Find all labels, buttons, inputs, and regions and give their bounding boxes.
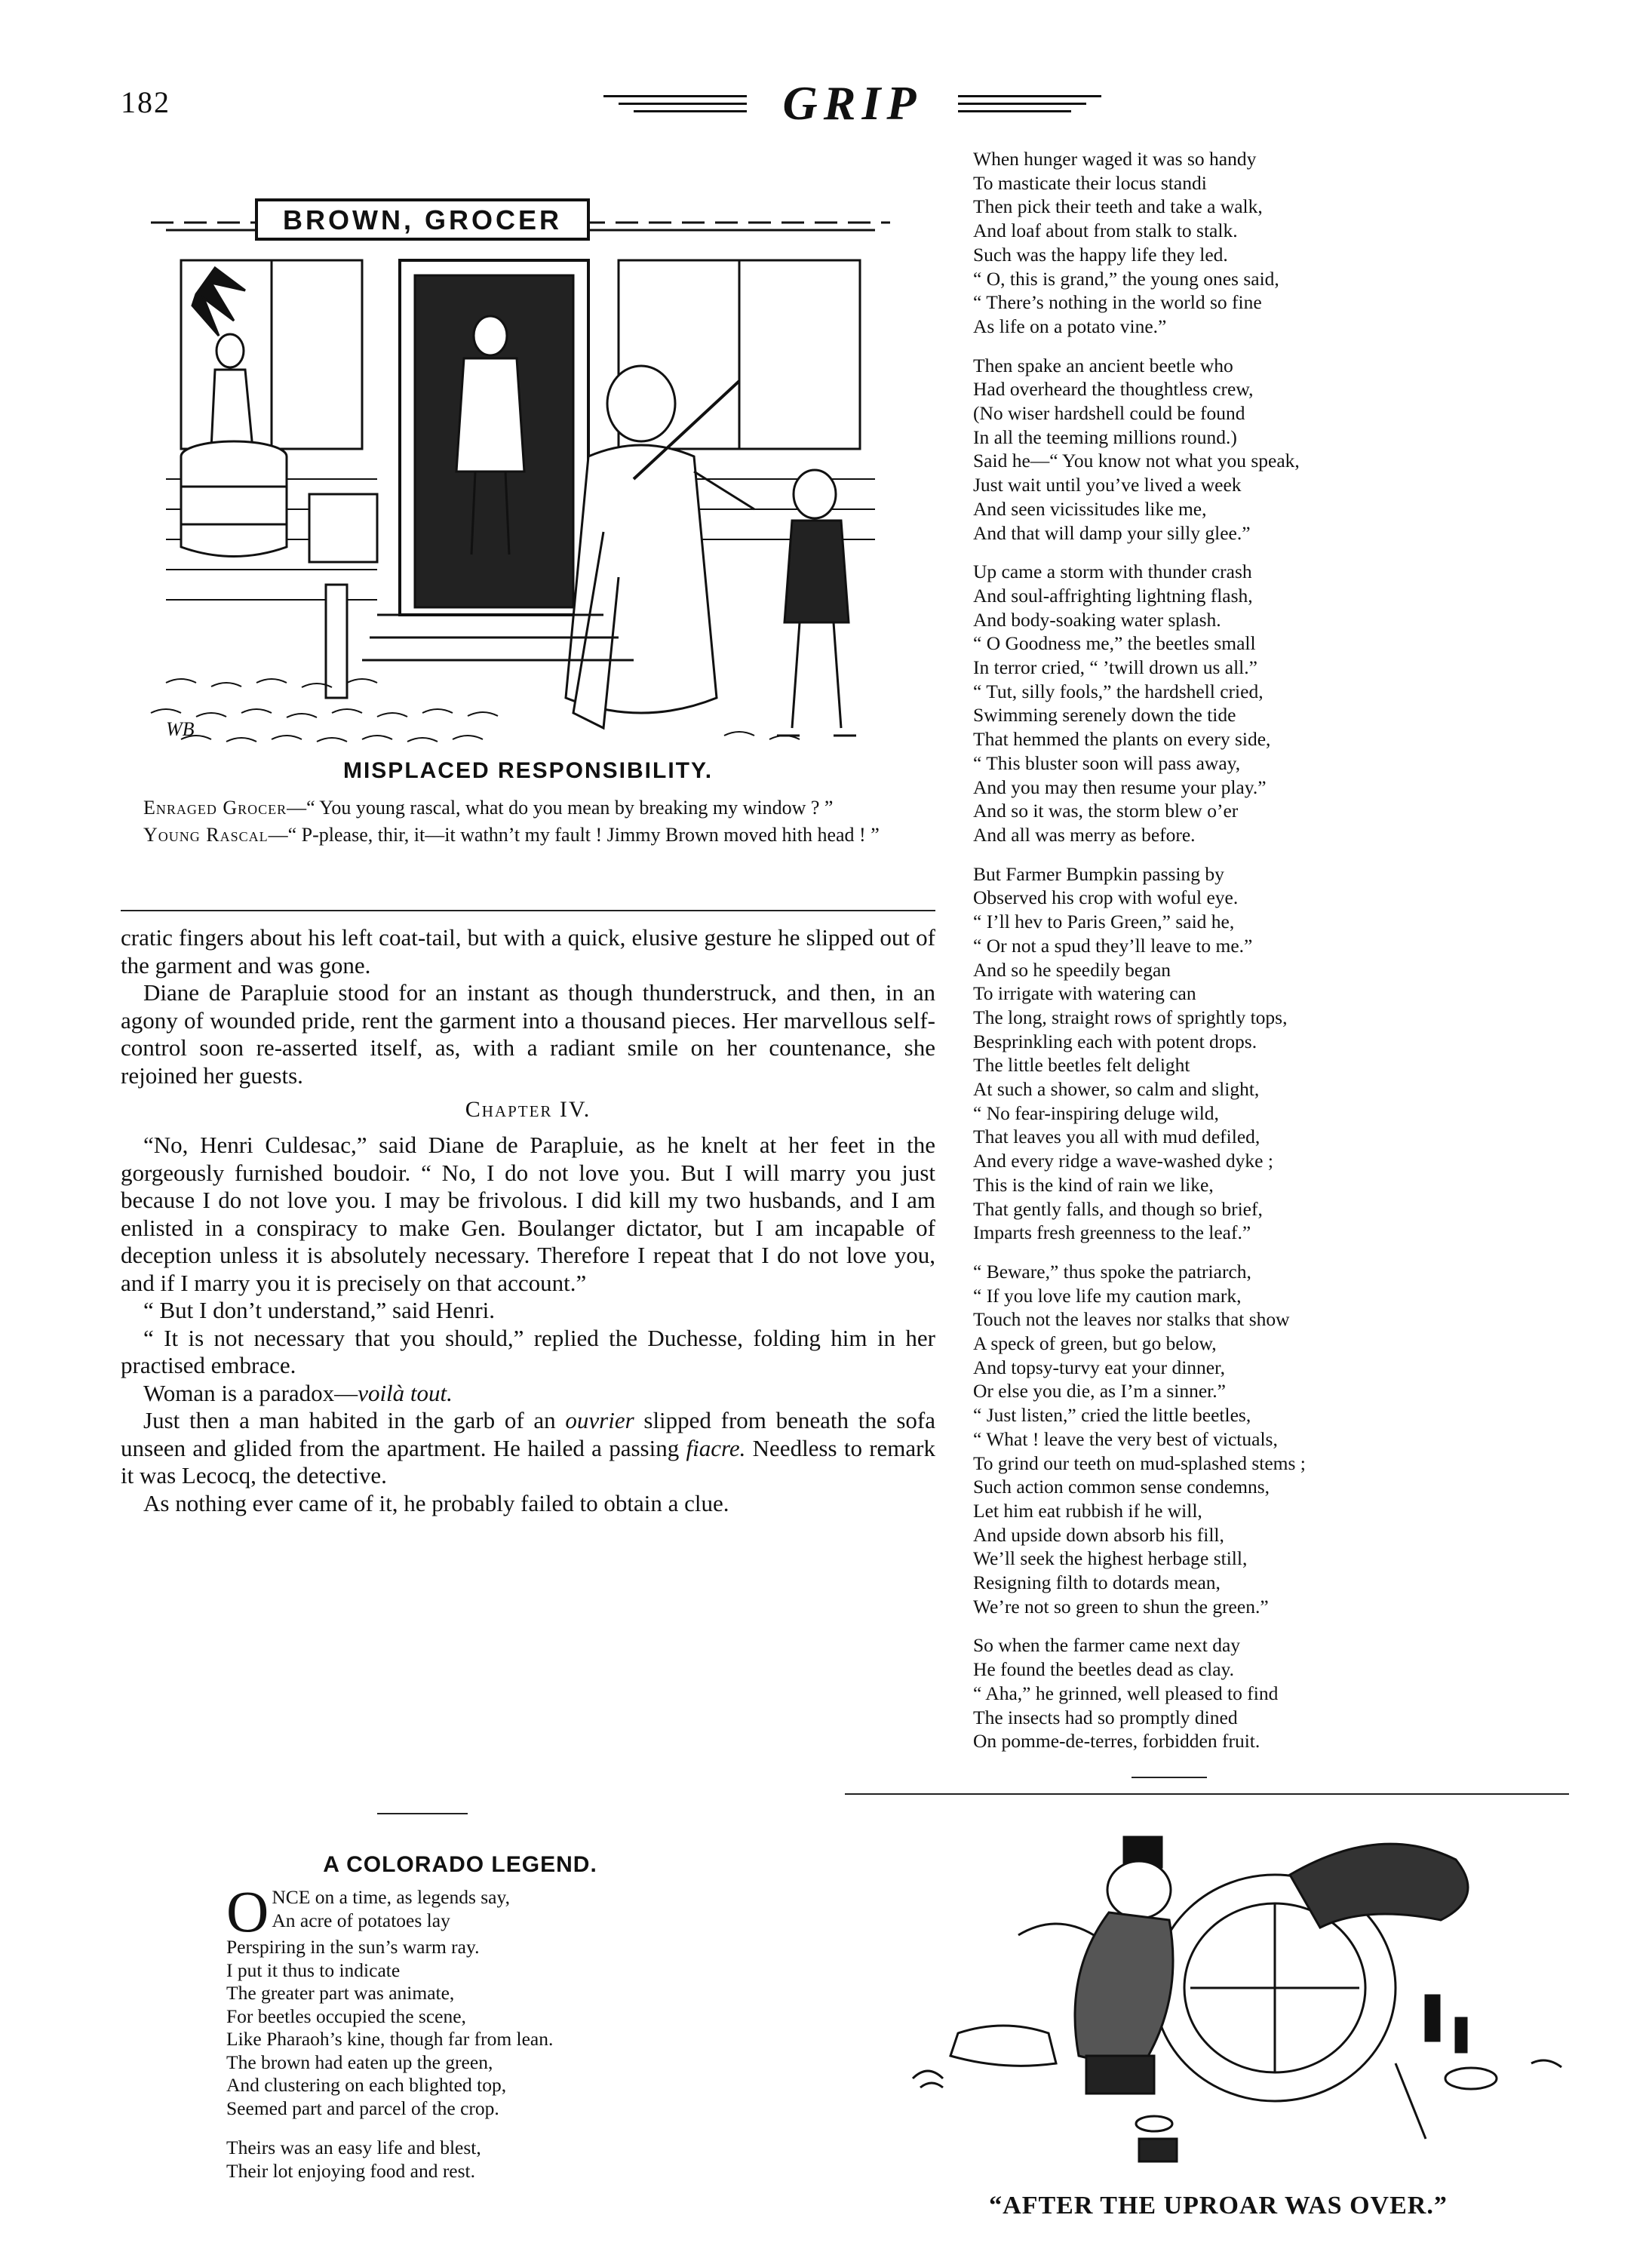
text-span: Needless to remark it was Lecocq, the detective. xyxy=(121,1434,935,1488)
cartoon-dialogue xyxy=(121,796,935,847)
poem-line: On pomme-de-terres, forbidden fruit. xyxy=(973,1730,1260,1753)
poem-line: Theirs was an easy life and blest, xyxy=(226,2137,481,2158)
poem-line: Up came a storm with thunder crash xyxy=(973,561,1252,583)
poem-line: Swimming serenely down the tide xyxy=(973,704,1236,727)
poem-line: And topsy-turvy eat your dinner, xyxy=(973,1356,1225,1378)
poem-line: That leaves you all with mud defiled, xyxy=(973,1126,1260,1148)
poem-line: Imparts fresh greenness to the leaf.” xyxy=(973,1221,1251,1244)
poem-stanza xyxy=(973,1260,1577,1619)
poem-line: “ Just listen,” cried the little beetles, xyxy=(973,1404,1251,1427)
italic-span: voilà tout. xyxy=(358,1379,453,1406)
poem-line: At such a shower, so calm and slight, xyxy=(973,1078,1260,1101)
poem-line: For beetles occupied the scene, xyxy=(226,2005,466,2027)
bottom-rule xyxy=(845,1793,1569,1795)
poem-line: Or else you die, as I’m a sinner.” xyxy=(973,1380,1226,1402)
uproar-illustration xyxy=(867,1807,1569,2184)
text-span: Just then a man habited in the garb of an xyxy=(143,1407,566,1433)
poem-stanza xyxy=(973,862,1577,1245)
masthead xyxy=(603,75,1101,128)
poem-line: In terror cried, “ ’twill drown us all.” xyxy=(973,656,1257,679)
cartoon-title: MISPLACED RESPONSIBILITY. xyxy=(342,758,714,783)
story-paragraph xyxy=(121,1380,935,1408)
poem-line: NCE on a time, as legends say, xyxy=(272,1886,510,1908)
poem-line: “ O, this is grand,” the young ones said, xyxy=(973,267,1279,290)
poem-line: “ No fear-inspiring deluge wild, xyxy=(973,1101,1219,1124)
poem-line: “ Or not a spud they’ll leave to me.” xyxy=(973,934,1253,957)
poem-line: So when the farmer came next day xyxy=(973,1634,1241,1657)
poem-line: The long, straight rows of sprightly tops, xyxy=(973,1006,1288,1028)
poem-line: (No wiser hardshell could be found xyxy=(973,402,1245,425)
story-paragraph: “ It is not necessary that you should,” replied the Duchesse, folding him in her practised embrace. xyxy=(121,1324,935,1378)
poem-line: He found the beetles dead as clay. xyxy=(973,1658,1234,1681)
poem-line: An acre of potatoes lay xyxy=(272,1909,450,1931)
drop-cap: O xyxy=(226,1886,269,1936)
italic-span: ouvrier xyxy=(565,1407,634,1433)
poem-line: Then pick their teeth and take a walk, xyxy=(973,195,1263,218)
legend-first-lines xyxy=(226,1886,754,1936)
poem-stanza xyxy=(973,560,1577,846)
poem-line: As life on a potato vine.” xyxy=(973,315,1167,337)
poem-stanza xyxy=(973,1633,1577,1753)
poem-line: And all was merry as before. xyxy=(973,823,1196,846)
poem-line: That hemmed the plants on every side, xyxy=(973,728,1271,751)
poem-line: Such action common sense condemns, xyxy=(973,1476,1270,1498)
poem-line: And every ridge a wave-washed dyke ; xyxy=(973,1150,1273,1172)
poem-stanza xyxy=(973,354,1577,545)
story-paragraph xyxy=(121,1407,935,1490)
poem-line: The little beetles felt delight xyxy=(973,1054,1190,1077)
poem-line: And you may then resume your play.” xyxy=(973,776,1267,798)
poem-line: And soul-affrighting lightning flash, xyxy=(973,584,1253,607)
story-paragraph: “No, Henri Culdesac,” said Diane de Parapluie, as he knelt at her feet in the gorgeously furnished boudoir. “ No, I do not love you. But I will marry you just because I do not love you. I may be frivolous. I did kill my two husbands, and I am enlisted in a conspiracy to make Gen. Boulanger dictator, but I am incapable of deception unless it is absolutely necessary. Therefore I repeat that I do not love you, and if I marry you it is precisely on that account.” xyxy=(121,1132,935,1296)
poem-line: And upside down absorb his fill, xyxy=(973,1523,1224,1546)
chapter-heading: Chapter IV. xyxy=(465,1097,591,1122)
poem-line: To masticate their locus standi xyxy=(973,171,1207,194)
line-grocer: —“ You young rascal, what do you mean by breaking my window ? ” xyxy=(287,797,834,819)
grocer-illustration xyxy=(121,155,935,751)
poem-line: That gently falls, and though so brief, xyxy=(973,1197,1263,1220)
caption-rule xyxy=(121,910,935,911)
story-paragraph: cratic fingers about his left coat-tail, but with a quick, elusive gesture he slipped out of the garment and was gone. xyxy=(121,924,935,978)
artist-signature: WB xyxy=(166,718,195,740)
poem-line: When hunger waged it was so handy xyxy=(973,148,1257,170)
poem-line: “ There’s nothing in the world so fine xyxy=(973,291,1262,314)
dialogue-rascal xyxy=(121,823,935,847)
poem-line: And so it was, the storm blew o’er xyxy=(973,800,1239,822)
poem-line: To irrigate with watering can xyxy=(973,982,1196,1005)
poem-line: A speck of green, but go below, xyxy=(973,1332,1217,1355)
speaker-rascal: Young Rascal xyxy=(143,824,269,846)
poem-line: Like Pharaoh’s kine, though far from lean. xyxy=(226,2028,554,2050)
poem-line: And so he speedily began xyxy=(973,958,1171,981)
poem-line: Had overheard the thoughtless crew, xyxy=(973,378,1254,401)
page-number: 182 xyxy=(121,85,170,119)
poem-line: And clustering on each blighted top, xyxy=(226,2074,507,2096)
shop-sign: BROWN, GROCER xyxy=(283,204,562,235)
poem-line: Just wait until you’ve lived a week xyxy=(973,474,1242,496)
poem-line: “ Aha,” he grinned, well pleased to find xyxy=(973,1682,1279,1704)
poem-line: We’re not so green to shun the green.” xyxy=(973,1595,1269,1617)
poem-line: And body-soaking water splash. xyxy=(973,608,1221,631)
poem-line: Said he—“ You know not what you speak, xyxy=(973,450,1300,472)
poem-line: “ Tut, silly fools,” the hardshell cried, xyxy=(973,680,1264,702)
poem-line: Perspiring in the sun’s warm ray. xyxy=(226,1936,480,1958)
poem-line: Such was the happy life they led. xyxy=(973,243,1228,266)
poem-line: Let him eat rubbish if he will, xyxy=(973,1499,1202,1522)
poem-line: And loaf about from stalk to stalk. xyxy=(973,220,1238,242)
uproar-scene-drawing xyxy=(867,1807,1569,2184)
poem-line: Seemed part and parcel of the crop. xyxy=(226,2097,499,2119)
poem-line: “ This bluster soon will pass away, xyxy=(973,751,1241,774)
masthead-title: GRIP xyxy=(782,76,923,130)
speaker-grocer: Enraged Grocer xyxy=(143,797,287,819)
text-span: Woman is a paradox— xyxy=(143,1379,358,1406)
uproar-caption: “AFTER THE UPROAR WAS OVER.” xyxy=(989,2192,1448,2220)
story-column xyxy=(121,924,935,1517)
poem-line: The brown had eaten up the green, xyxy=(226,2051,493,2073)
poem-line: “ I’ll hev to Paris Green,” said he, xyxy=(973,911,1235,933)
legend-poem xyxy=(226,1886,754,2183)
poem-line: This is the kind of rain we like, xyxy=(973,1173,1214,1196)
legend-title: A COLORADO LEGEND. xyxy=(323,1852,597,1877)
grocer-scene-drawing xyxy=(121,155,935,751)
poem-line: And that will damp your silly glee.” xyxy=(973,521,1251,544)
story-paragraph: “ But I don’t understand,” said Henri. xyxy=(143,1297,496,1323)
story-paragraph: Diane de Parapluie stood for an instant as though thunderstruck, and then, in an agony of wounded pride, rent the garment into a thousand pieces. Her marvellous self-control soon re-asserted itself, as, with a radiant smile on her countenance, she rejoined her guests. xyxy=(121,979,935,1089)
line-rascal: —“ P-please, thir, it—it wathn’t my fault ! Jimmy Brown moved hith head ! ” xyxy=(268,824,880,846)
poem-line: Observed his crop with woful eye. xyxy=(973,886,1239,909)
italic-span: fiacre. xyxy=(686,1434,746,1461)
poem-line: Resigning filth to dotards mean, xyxy=(973,1571,1221,1594)
poem-line: In all the teeming millions round.) xyxy=(973,425,1237,448)
poem-line: Besprinkling each with potent drops. xyxy=(973,1030,1257,1052)
poem-line: “ What ! leave the very best of victuals, xyxy=(973,1427,1278,1450)
poem-line: “ O Goodness me,” the beetles small xyxy=(973,632,1256,655)
poem-line: And seen vicissitudes like me, xyxy=(973,497,1207,520)
text-span: slipped from beneath the sofa unseen and glided from the apartment. He hailed a passing xyxy=(121,1407,935,1461)
dialogue-grocer xyxy=(121,796,935,820)
poem-line: The greater part was animate, xyxy=(226,1982,455,2004)
poem-line: “ If you love life my caution mark, xyxy=(973,1284,1242,1307)
poem-line: Their lot enjoying food and rest. xyxy=(226,2159,476,2182)
poem-line: “ Beware,” thus spoke the patriarch, xyxy=(973,1260,1251,1283)
poem-line: Then spake an ancient beetle who xyxy=(973,354,1233,376)
short-rule xyxy=(377,1813,468,1814)
short-rule xyxy=(1132,1777,1207,1778)
poem-line: To grind our teeth on mud-splashed stems ; xyxy=(973,1452,1306,1474)
poem-line: The insects had so promptly dined xyxy=(973,1706,1238,1728)
poem-stanza xyxy=(973,147,1577,339)
poem-line: We’ll seek the highest herbage still, xyxy=(973,1547,1248,1570)
poem-line: I put it thus to indicate xyxy=(226,1958,401,1981)
right-poem xyxy=(973,147,1577,1768)
story-paragraph: As nothing ever came of it, he probably failed to obtain a clue. xyxy=(143,1489,729,1516)
poem-line: Touch not the leaves nor stalks that show xyxy=(973,1308,1290,1331)
poem-line: But Farmer Bumpkin passing by xyxy=(973,862,1224,885)
